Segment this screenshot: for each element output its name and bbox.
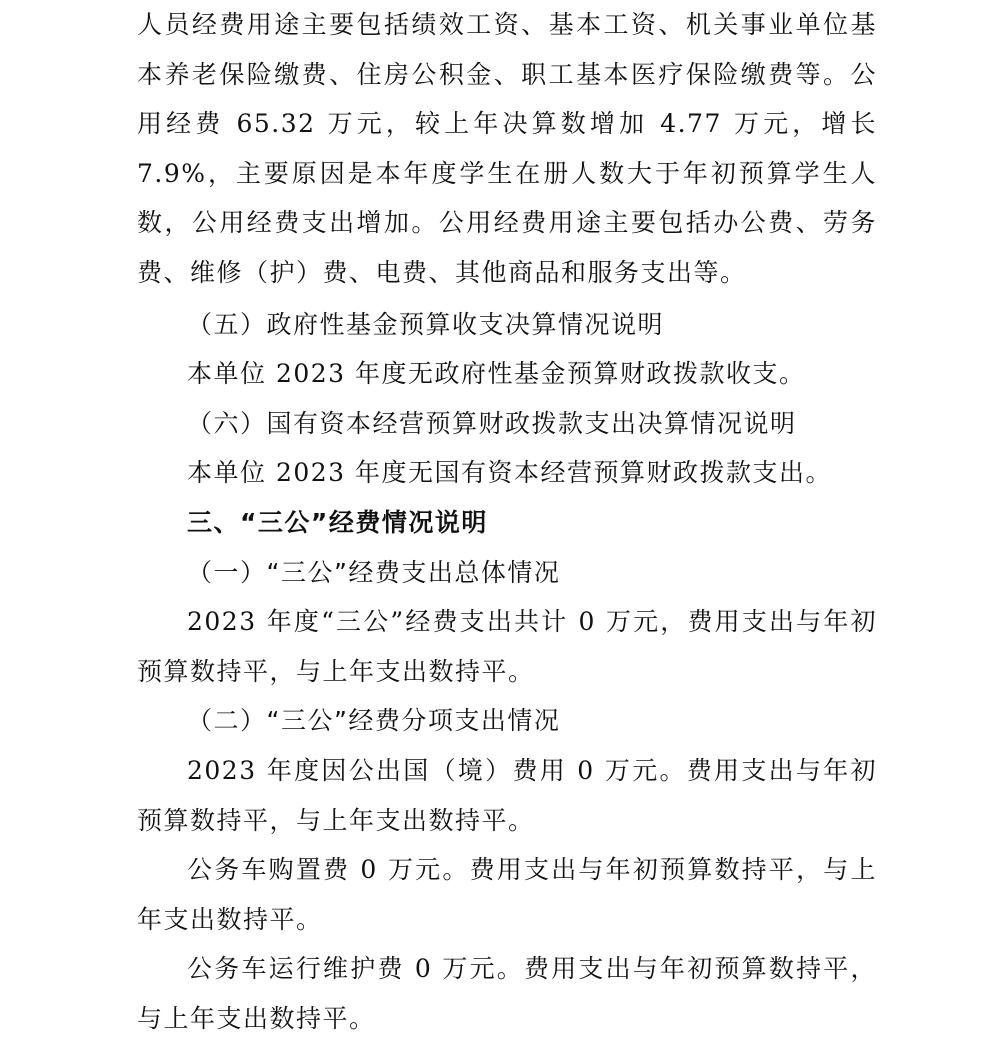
heading-government-fund: （五）政府性基金预算收支决算情况说明 — [187, 309, 665, 339]
paragraph-public-expenses: 人员经费用途主要包括绩效工资、基本工资、机关事业单位基本养老保险缴费、住房公积金、职工基本医疗保险缴费等。公用经费 65.32 万元，较上年决算数增加 4.77 万元，增长 7.9%，主要原因是本年度学生在册人数大于年初预算学生人数，公用经费支出增加。公用经费用途主要包括办公费、劳务费、维修（护）费、电费、其他商品和服务支出等。 — [137, 10, 877, 287]
paragraph-abroad-expenses: 2023 年度因公出国（境）费用 0 万元。费用支出与年初预算数持平，与上年支出数持平。 — [137, 755, 877, 835]
paragraph-state-capital: 本单位 2023 年度无国有资本经营预算财政拨款支出。 — [187, 458, 833, 488]
paragraph-car-purchase: 公务车购置费 0 万元。费用支出与年初预算数持平，与上年支出数持平。 — [137, 855, 877, 934]
heading-three-public-overall: （一）“三公”经费支出总体情况 — [187, 557, 561, 587]
heading-state-capital: （六）国有资本经营预算财政拨款支出决算情况说明 — [187, 408, 797, 438]
paragraph-three-public-overall: 2023 年度“三公”经费支出共计 0 万元，费用支出与年初预算数持平，与上年支出数持平。 — [137, 607, 877, 686]
document-page — [137, 0, 877, 1043]
heading-three-public-itemized: （二）“三公”经费分项支出情况 — [187, 706, 561, 736]
paragraph-car-maintenance: 公务车运行维护费 0 万元。费用支出与年初预算数持平，与上年支出数持平。 — [137, 954, 877, 1033]
paragraph-government-fund: 本单位 2023 年度无政府性基金预算财政拨款收支。 — [187, 359, 806, 389]
heading-three-public: 三、“三公”经费情况说明 — [187, 507, 488, 537]
